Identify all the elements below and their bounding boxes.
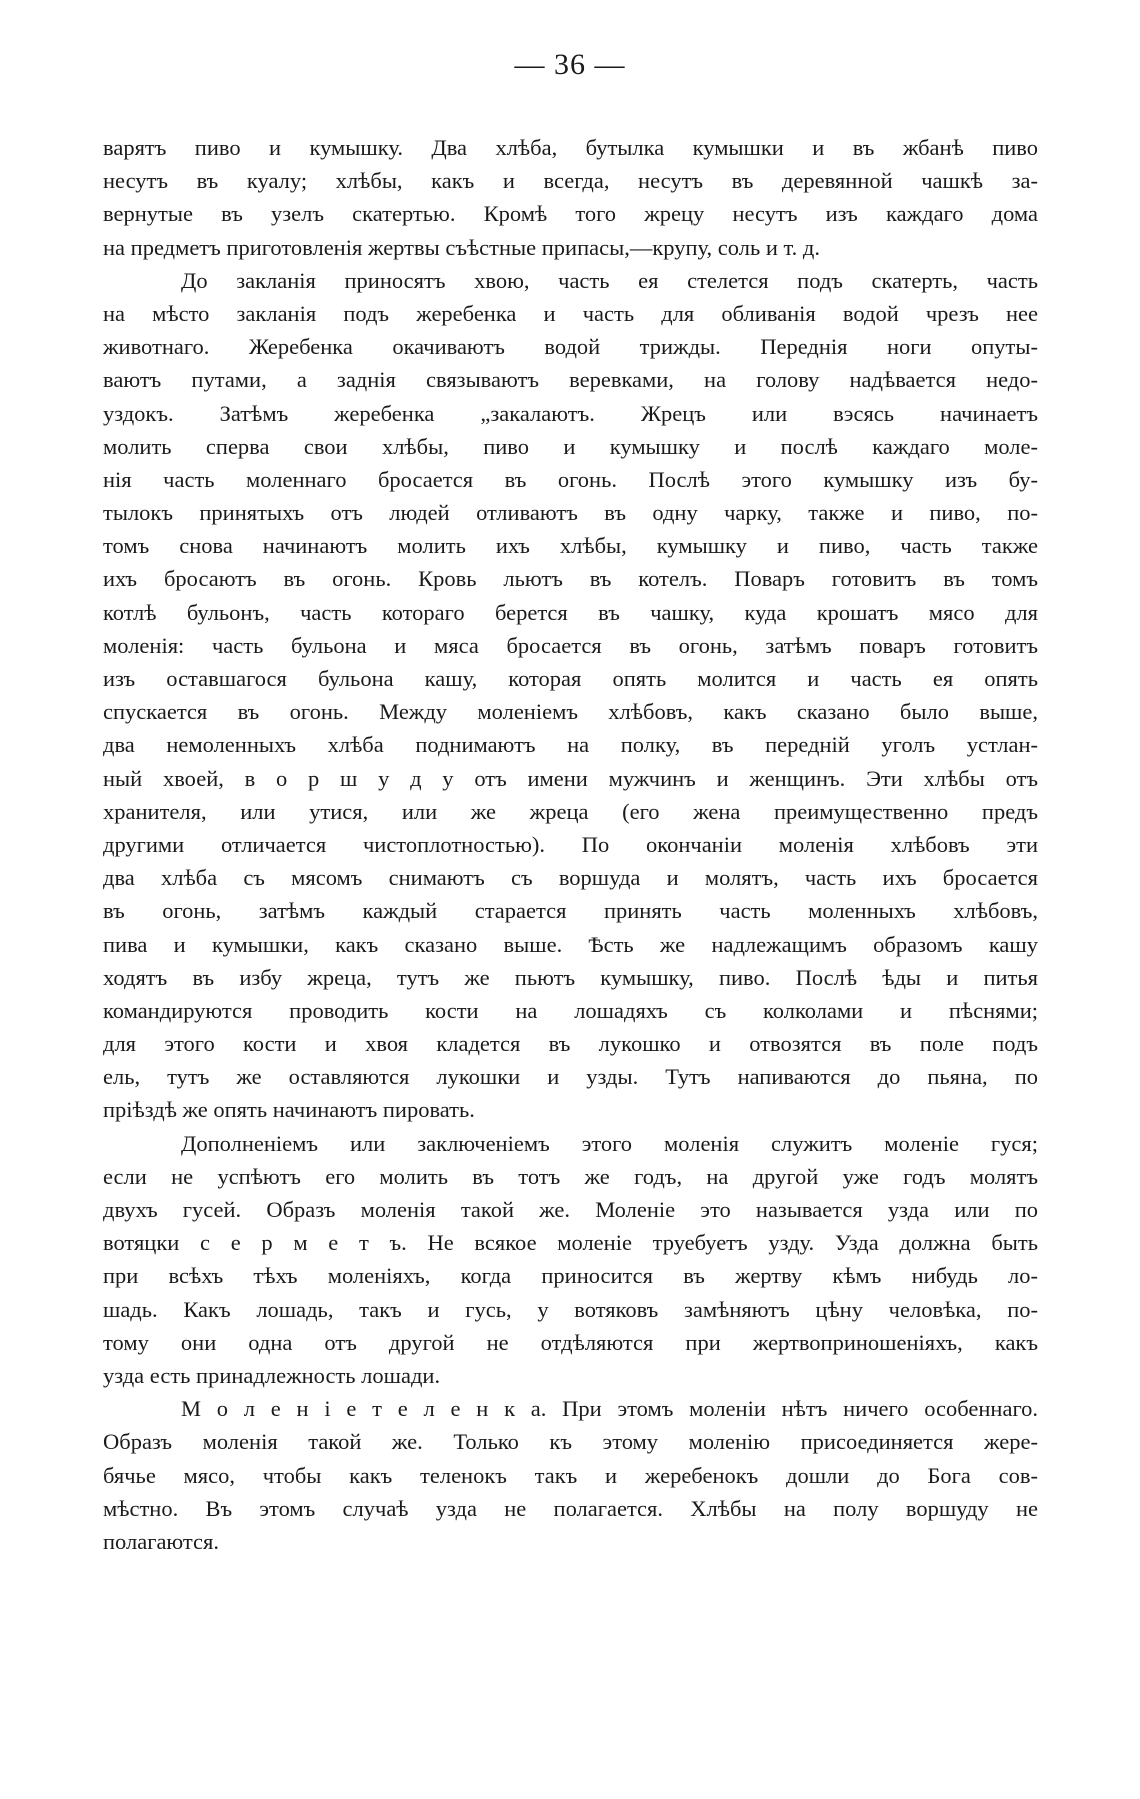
text-line: котлѣ бульонъ, часть котораго берется въ чашку, куда крошатъ мясо для (103, 599, 1038, 625)
text-line: томъ снова начинаютъ молить ихъ хлѣбы, кумышку и пиво, часть также (103, 533, 1038, 559)
text-line: вернутые въ узелъ скатертью. Кромѣ того жрецу несутъ изъ каждаго дома (103, 201, 1038, 227)
text-line: тылокъ принятыхъ отъ людей отливаютъ въ одну чарку, также и пиво, по- (103, 500, 1038, 526)
text-line: Образъ моленія такой же. Только къ этому моленію присоединяется жере- (103, 1429, 1038, 1455)
text-line: командируются проводить кости на лошадяхъ съ колколами и пѣснями; (103, 997, 1038, 1023)
paragraph (103, 131, 1038, 264)
text-line: пріѣздѣ же опять начинаютъ пировать. (103, 1097, 475, 1123)
text-line: тому они одна отъ другой не отдѣляются при жертвоприношеніяхъ, какъ (103, 1329, 1038, 1355)
text-line: узда есть принадлежность лошади. (103, 1362, 441, 1388)
text-line: полагаются. (103, 1528, 220, 1554)
text-line: мѣстно. Въ этомъ случаѣ узда не полагается. Хлѣбы на полу воршуду не (103, 1495, 1038, 1521)
text-line: если не успѣютъ его молить въ тотъ же годъ, на другой уже годъ молятъ (103, 1163, 1038, 1189)
paragraph (103, 1392, 1038, 1558)
text-line: ный хвоей, в о р ш у д у отъ имени мужчинъ и женщинъ. Эти хлѣбы отъ (103, 765, 1038, 791)
text-line: два хлѣба съ мясомъ снимаютъ съ воршуда и молятъ, часть ихъ бросается (103, 865, 1038, 891)
text-line: два немоленныхъ хлѣба поднимаютъ на полку, въ передній уголъ устлан- (103, 732, 1038, 758)
text-line: хранителя, или утися, или же жреца (его жена преимущественно предъ (103, 798, 1038, 824)
text-line: въ огонь, затѣмъ каждый старается принять часть моленныхъ хлѣбовъ, (103, 898, 1038, 924)
text-line: нія часть моленнаго бросается въ огонь. Послѣ этого кумышку изъ бу- (103, 466, 1038, 492)
text-line: изъ оставшагося бульона кашу, которая опять молится и часть ея опять (103, 666, 1038, 691)
text-line: двухъ гусей. Образъ моленія такой же. Моленіе это называется узда или по (103, 1197, 1038, 1222)
text-line: спускается въ огонь. Между моленіемъ хлѣбовъ, какъ сказано было выше, (103, 699, 1038, 725)
text-line: ходятъ въ избу жреца, тутъ же пьютъ кумышку, пиво. Послѣ ѣды и питья (103, 964, 1038, 990)
text-line: Дополненіемъ или заключеніемъ этого моленія служитъ моленіе гуся; (181, 1130, 1038, 1156)
text-line: другими отличается чистоплотностью). По окончаніи моленія хлѣбовъ эти (103, 831, 1038, 857)
text-line: пива и кумышки, какъ сказано выше. Ѣсть же надлежащимъ образомъ кашу (103, 931, 1038, 957)
text-line: ель, тутъ же оставляются лукошки и узды. Тутъ напиваются до пьяна, по (103, 1064, 1038, 1090)
text-line: на предметъ приготовленія жертвы съѣстные припасы,—крупу, соль и т. д. (103, 234, 820, 260)
text-line: молить сперва свои хлѣбы, пиво и кумышку и послѣ каждаго моле- (103, 433, 1038, 459)
text-line: уздокъ. Затѣмъ жеребенка „закалаютъ. Жрецъ или вэсясь начинаетъ (103, 400, 1038, 426)
text-line: бячье мясо, чтобы какъ теленокъ такъ и жеребенокъ дошли до Бога сов- (103, 1462, 1038, 1488)
text-line: на мѣсто закланія подъ жеребенка и часть для обливанія водой чрезъ нее (103, 300, 1038, 326)
text-line: ваютъ путами, а заднія связываютъ веревками, на голову надѣвается недо- (103, 367, 1038, 393)
text-line: ихъ бросаютъ въ огонь. Кровь льютъ въ котелъ. Поваръ готовитъ въ томъ (103, 566, 1038, 592)
paragraph (103, 264, 1038, 1127)
page-number: — 36 — (514, 48, 626, 81)
text-line: М о л е н і е т е л е н к а. При этомъ моленіи нѣтъ ничего особеннаго. (181, 1396, 1038, 1422)
text-line: несутъ въ куалу; хлѣбы, какъ и всегда, несутъ въ деревянной чашкѣ за- (103, 168, 1038, 194)
text-line: варятъ пиво и кумышку. Два хлѣба, бутылка кумышки и въ жбанѣ пиво (103, 135, 1038, 160)
text-line: шадь. Какъ лошадь, такъ и гусь, у вотяковъ замѣняютъ цѣну человѣка, по- (103, 1296, 1038, 1322)
text-line: До закланія приносятъ хвою, часть ея стелется подъ скатерть, часть (181, 267, 1038, 293)
text-line: вотяцки с е р м е т ъ. Не всякое моленіе труебуетъ узду. Узда должна быть (103, 1230, 1038, 1256)
text-line: моленія: часть бульона и мяса бросается въ огонь, затѣмъ поваръ готовитъ (103, 632, 1038, 658)
text-line: при всѣхъ тѣхъ моленіяхъ, когда приносится въ жертву кѣмъ нибудь ло- (103, 1263, 1038, 1289)
paragraph (103, 1127, 1038, 1393)
body-text (103, 131, 1038, 1558)
text-line: животнаго. Жеребенка окачиваютъ водой трижды. Переднія ноги опуты- (103, 334, 1038, 360)
text-line: для этого кости и хвоя кладется въ лукошко и отвозятся въ поле подъ (103, 1031, 1038, 1057)
